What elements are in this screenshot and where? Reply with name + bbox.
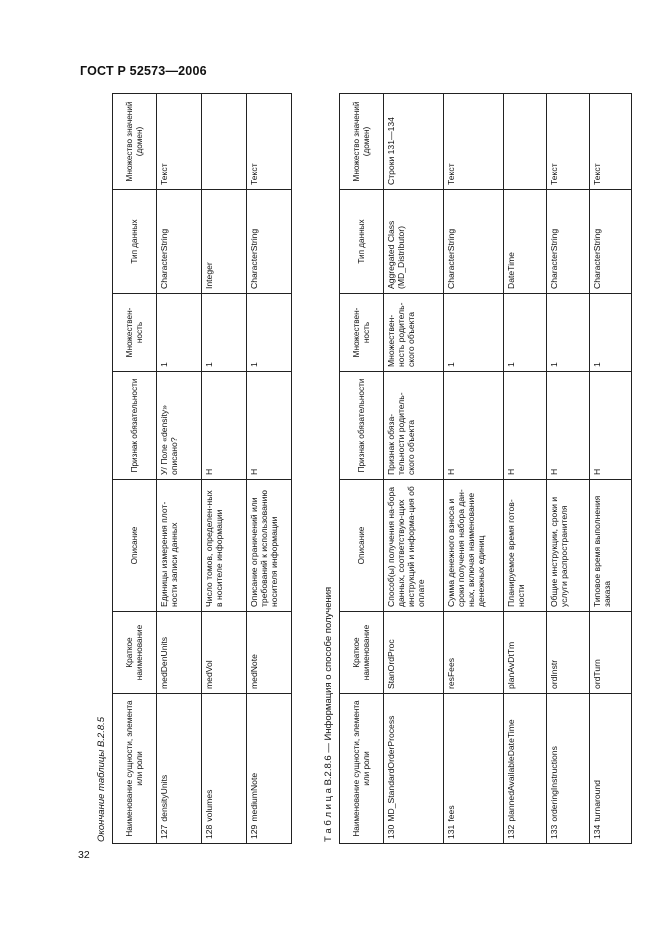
col-header-domain: Множество значений (домен) <box>113 94 157 190</box>
cell-name <box>384 694 444 844</box>
col-header-mult: Множествен-ность <box>340 294 384 372</box>
col-header-type: Тип данных <box>340 190 384 294</box>
row-number: 128 <box>204 824 214 839</box>
cell-type: CharacterString <box>247 190 292 294</box>
cell-name <box>157 694 202 844</box>
page-number: 32 <box>78 849 90 861</box>
col-header-desc: Описание <box>340 480 384 612</box>
row-number: 132 <box>506 824 516 839</box>
cell-oblig: У/ Поле «density» описано? <box>157 372 202 480</box>
entity-name: MD_StandardOrderProcess <box>386 715 396 822</box>
cell-short: medDenUnits <box>157 612 202 694</box>
cell-domain: Текст <box>590 94 632 190</box>
row-number: 130 <box>386 824 396 839</box>
cell-oblig: Н <box>504 372 547 480</box>
entity-name: orderingInstructions <box>549 746 559 822</box>
cell-desc: Единицы измерения плот-ности записи данных <box>157 480 202 612</box>
cell-type: CharacterString <box>547 190 590 294</box>
cell-domain: Строки 131—134 <box>384 94 444 190</box>
cell-mult: 1 <box>157 294 202 372</box>
row-number: 127 <box>159 824 169 839</box>
col-header-domain: Множество значений (домен) <box>340 94 384 190</box>
cell-domain <box>504 94 547 190</box>
cell-short: resFees <box>444 612 504 694</box>
cell-oblig: Н <box>444 372 504 480</box>
entity-name: plannedAvailableDateTime <box>506 719 516 822</box>
cell-short: medVol <box>202 612 247 694</box>
table-row <box>444 94 504 844</box>
cell-desc: Планируемое время готов-ности <box>504 480 547 612</box>
entity-name: densityUnits <box>159 774 169 822</box>
col-header-oblig: Признак обязательности <box>113 372 157 480</box>
col-header-name: Наименование сущности, элемента или роли <box>340 694 384 844</box>
row-number: 133 <box>549 824 559 839</box>
cell-mult: 1 <box>590 294 632 372</box>
entity-name: turnaround <box>592 780 602 822</box>
entity-name: volumes <box>204 789 214 822</box>
row-number: 134 <box>592 824 602 839</box>
cell-mult: 1 <box>504 294 547 372</box>
table-row <box>504 94 547 844</box>
cell-oblig: Н <box>547 372 590 480</box>
cell-name <box>247 694 292 844</box>
table-row <box>247 94 292 844</box>
cell-desc: Сумма денежного взноса и сроки получения набора дан-ных, включая наименование денежных единиц <box>444 480 504 612</box>
col-header-short: Краткое наименование <box>113 612 157 694</box>
col-header-desc: Описание <box>113 480 157 612</box>
table-row <box>384 94 444 844</box>
cell-type: CharacterString <box>444 190 504 294</box>
row-number: 129 <box>249 824 259 839</box>
cell-short: planAvDtTm <box>504 612 547 694</box>
table1-caption: Окончание таблицы В.2.8.5 <box>96 716 107 842</box>
col-header-mult: Множествен-ность <box>113 294 157 372</box>
cell-desc: Описание ограничений или требований к использованию носителя информации <box>247 480 292 612</box>
cell-name <box>590 694 632 844</box>
cell-type: CharacterString <box>590 190 632 294</box>
cell-mult: 1 <box>202 294 247 372</box>
col-header-type: Тип данных <box>113 190 157 294</box>
cell-oblig: Н <box>202 372 247 480</box>
entity-name: mediumNote <box>249 772 259 822</box>
cell-type: Integer <box>202 190 247 294</box>
table1-header-row <box>113 94 157 844</box>
cell-desc: Число томов, определен-ных в носителе информации <box>202 480 247 612</box>
table1 <box>112 93 292 844</box>
col-header-short: Краткое наименование <box>340 612 384 694</box>
document-header: ГОСТ Р 52573—2006 <box>80 64 207 78</box>
cell-oblig: Н <box>590 372 632 480</box>
col-header-name: Наименование сущности, элемента или роли <box>113 694 157 844</box>
cell-short: ordTurn <box>590 612 632 694</box>
cell-name <box>504 694 547 844</box>
table2-header-row <box>340 94 384 844</box>
cell-mult: 1 <box>547 294 590 372</box>
cell-domain <box>202 94 247 190</box>
cell-type: DateTime <box>504 190 547 294</box>
cell-type: Aggregated Class (MD_Distributor) <box>384 190 444 294</box>
entity-name: fees <box>446 805 456 822</box>
cell-desc: Общие инструкции, сроки и услуги распространителя <box>547 480 590 612</box>
cell-mult: 1 <box>444 294 504 372</box>
table-row <box>590 94 632 844</box>
cell-domain: Текст <box>444 94 504 190</box>
cell-desc: Типовое время выполнения заказа <box>590 480 632 612</box>
cell-name <box>202 694 247 844</box>
cell-type: CharacterString <box>157 190 202 294</box>
cell-short: ordInstr <box>547 612 590 694</box>
table-row <box>547 94 590 844</box>
cell-domain: Текст <box>157 94 202 190</box>
table-row <box>202 94 247 844</box>
cell-oblig: Н <box>247 372 292 480</box>
cell-domain: Текст <box>247 94 292 190</box>
cell-name <box>547 694 590 844</box>
table2 <box>339 93 632 844</box>
cell-name <box>444 694 504 844</box>
cell-oblig: Признак обяза-тельности родитель-ского объекта <box>384 372 444 480</box>
col-header-oblig: Признак обязательности <box>340 372 384 480</box>
cell-short: medNote <box>247 612 292 694</box>
table1-block <box>95 94 279 844</box>
cell-mult: 1 <box>247 294 292 372</box>
cell-domain: Текст <box>547 94 590 190</box>
cell-mult: Множествен-ность родитель-ского объекта <box>384 294 444 372</box>
table-row <box>157 94 202 844</box>
table2-caption: Т а б л и ц а В.2.8.6 — Информация о способе получения <box>323 586 334 842</box>
cell-short: StanOrdProc <box>384 612 444 694</box>
cell-desc: Способ(ы) получения на-бора данных, соответствую-щих инструкций и информа-ция об оплате <box>384 480 444 612</box>
row-number: 131 <box>446 824 456 839</box>
table2-block <box>322 94 615 844</box>
